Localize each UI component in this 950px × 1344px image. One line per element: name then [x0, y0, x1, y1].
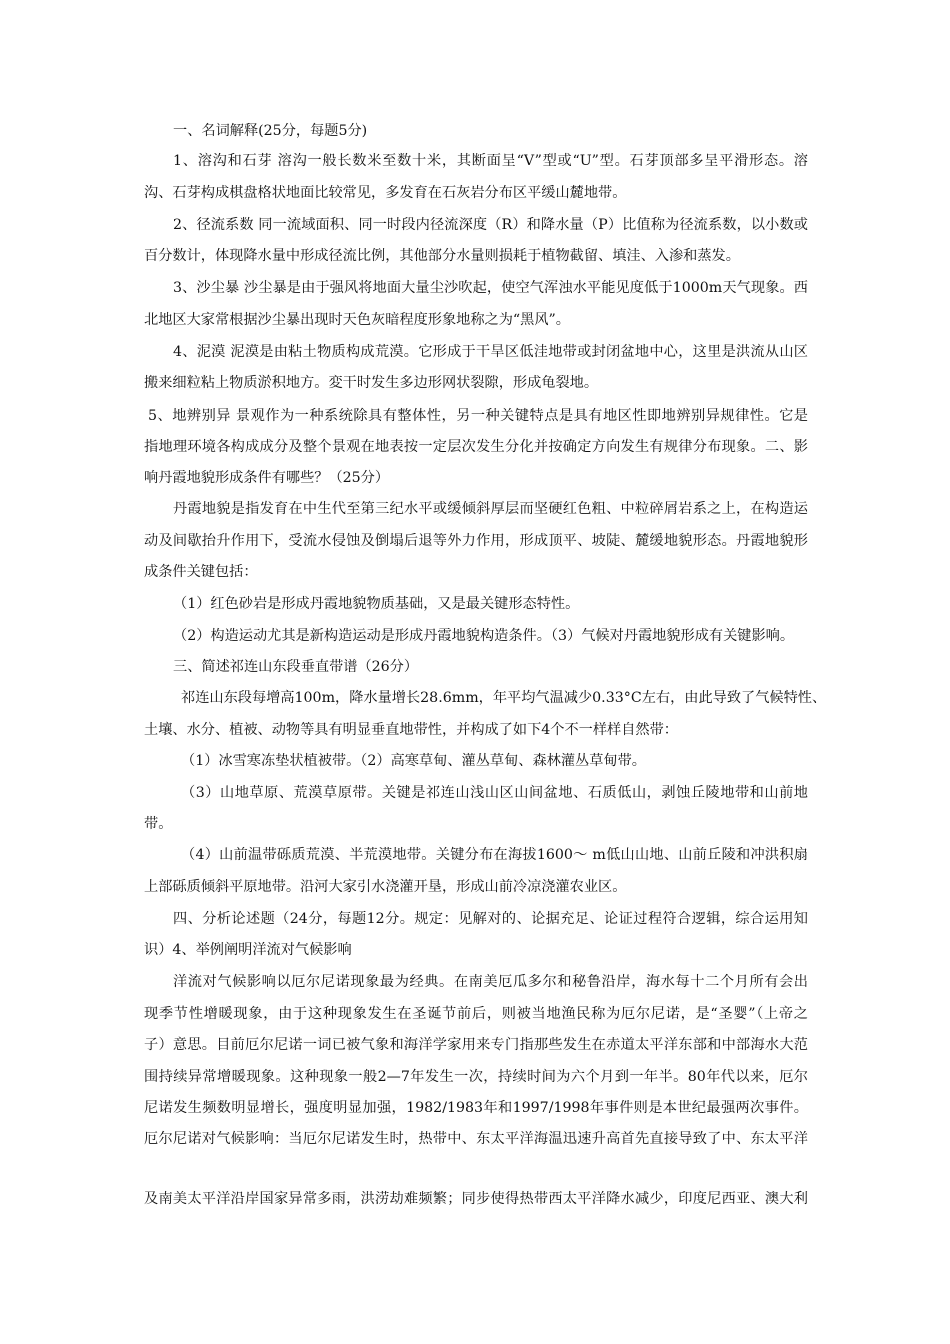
paragraph-line: 围持续异常增暖现象。这种现象一般2—7年发生一次，持续时间为六个月到一年半。80年代以来，厄尔 — [144, 1069, 808, 1085]
paragraph-line: 子）意思。目前厄尔尼诺一词已被气象和海洋学家用来专门指那些发生在赤道太平洋东部和中部海水大范 — [144, 1037, 808, 1053]
paragraph-line: 成条件关键包括： — [144, 564, 258, 580]
paragraph-line: 及南美太平洋沿岸国家异常多雨，洪涝劫难频繁；同步使得热带西太平洋降水减少，印度尼西亚、澳大利 — [144, 1191, 808, 1207]
list-item: （1）冰雪寒冻垫状植被带。（2）高寒草甸、灌丛草甸、森林灌丛草甸带。 — [181, 753, 646, 769]
paragraph-line: 带。 — [144, 816, 173, 832]
section-heading-1: 一、名词解释(25分，每题5分) — [173, 123, 368, 139]
paragraph-line: 1、溶沟和石芽 溶沟一般长数米至数十米，其断面呈“V”型或“U”型。石芽顶部多呈平滑形态。溶 — [173, 153, 808, 169]
paragraph-line: 2、径流系数 同一流域面积、同一时段内径流深度（R）和降水量（P）比值称为径流系数，以小数或 — [173, 217, 808, 233]
paragraph-line: 现季节性增暖现象，由于这种现象发生在圣诞节前后，则被当地渔民称为厄尔尼诺，是“圣婴”（上帝之 — [144, 1006, 808, 1022]
paragraph-line: 指地理环境各构成成分及整个景观在地表按一定层次发生分化并按确定方向发生有规律分布现象。二、影 — [144, 439, 808, 455]
section-heading-4: 四、分析论述题（24分，每题12分。规定：见解对的、论据充足、论证过程符合逻辑，综合运用知 — [173, 911, 808, 927]
paragraph-line: 土壤、水分、植被、动物等具有明显垂直地带性，并构成了如下4个不一样样自然带： — [144, 722, 678, 738]
list-item: （3）山地草原、荒漠草原带。关键是祁连山浅山区山间盆地、石质低山，剥蚀丘陵地带和山前地 — [181, 785, 808, 801]
paragraph-line: 尼诺发生频数明显增长，强度明显加强，1982/1983年和1997/1998年事件则是本世纪最强两次事件。 — [144, 1100, 808, 1116]
paragraph-line: 动及间歇抬升作用下，受流水侵蚀及倒塌后退等外力作用，形成顶平、坡陡、麓缓地貌形态。丹霞地貌形 — [144, 533, 808, 549]
list-item: （2）构造运动尤其是新构造运动是形成丹霞地貌构造条件。（3）气候对丹霞地貌形成有关键影响。 — [173, 628, 795, 644]
paragraph-line: 厄尔尼诺对气候影响：当厄尔尼诺发生时，热带中、东太平洋海温迅速升高首先直接导致了中、东太平洋 — [144, 1131, 808, 1147]
paragraph-line: 上部砾质倾斜平原地带。沿河大家引水浇灌开垦，形成山前冷凉浇灌农业区。 — [144, 879, 627, 895]
paragraph-line: 祁连山东段每增高100m，降水量增长28.6mm，年平均气温减少0.33°C左右，由此导致了气候特性、 — [181, 690, 827, 706]
paragraph-line: 丹霞地貌是指发育在中生代至第三纪水平或缓倾斜厚层而坚硬红色粗、中粒碎屑岩系之上，在构造运 — [173, 501, 808, 517]
paragraph-line: 搬来细粒粘上物质淤积地方。変干时发生多边形网状裂隙，形成龟裂地。 — [144, 375, 599, 391]
paragraph-line: 4、泥漠 泥漠是由粘土物质构成荒漠。它形成于干旱区低洼地带或封闭盆地中心，这里是洪流从山区 — [173, 344, 808, 360]
paragraph-line: 洋流对气候影响以厄尔尼诺现象最为经典。在南美厄瓜多尔和秘鲁沿岸，海水每十二个月所有会出 — [173, 974, 808, 990]
paragraph-line: 识）4、举例阐明洋流对气候影响 — [144, 942, 352, 958]
section-heading-3: 三、简述祁连山东段垂直带谱（26分） — [173, 659, 419, 675]
list-item: （4）山前温带砾质荒漠、半荒漠地带。关键分布在海拔1600～ m低山山地、山前丘陵和冲洪积扇 — [181, 847, 808, 863]
section-heading-2: 响丹霞地貌形成条件有哪些？（25分） — [144, 470, 390, 486]
paragraph-line: 5、地辨别异 景观作为一种系统除具有整体性，另一种关键特点是具有地区性即地辨别异规律性。它是 — [148, 408, 808, 424]
list-item: （1）红色砂岩是形成丹霞地貌物质基础，又是最关键形态特性。 — [173, 596, 580, 612]
paragraph-line: 百分数计，体现降水量中形成径流比例，其他部分水量则损耗于植物截留、填洼、入渗和蒸发。 — [144, 248, 740, 264]
paragraph-line: 北地区大家常根据沙尘暴出现时天色灰暗程度形象地称之为“黑风”。 — [144, 312, 570, 328]
paragraph-line: 沟、石芽构成棋盘格状地面比较常见，多发育在石灰岩分布区平缓山麓地带。 — [144, 185, 627, 201]
paragraph-line: 3、沙尘暴 沙尘暴是由于强风将地面大量尘沙吹起，使空气浑浊水平能见度低于1000m天气现象。西 — [173, 280, 808, 296]
